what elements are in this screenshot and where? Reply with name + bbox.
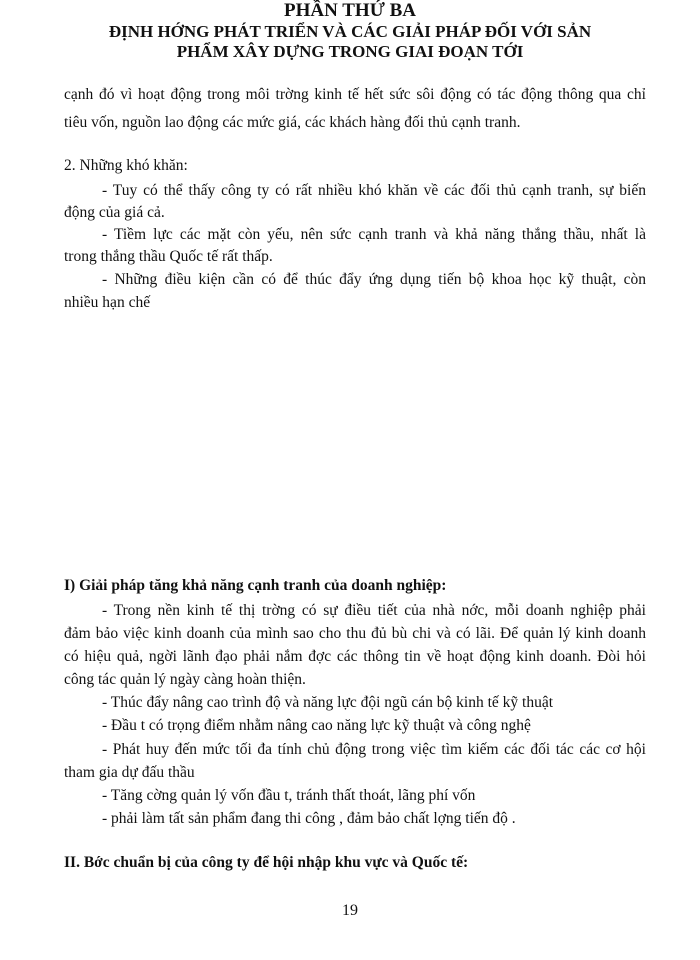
difficulties-heading: 2. Những khó khăn: [64, 157, 188, 174]
part-subtitle-line-1: ĐỊNH HỚNG PHÁT TRIỂN VÀ CÁC GIẢI PHÁP ĐỐI VỚI SẢN [108, 22, 592, 41]
bullet-3-line-1: - Phát huy đến mức tối đa tính chủ động trong việc tìm kiếm các đối tác các cơ hội [102, 741, 646, 758]
part-subtitle-line-2: PHẨM XÂY DỰNG TRONG GIAI ĐOẠN TỚI [176, 42, 524, 61]
difficulty-2-line-2: trong thắng thầu Quốc tế rất thấp. [64, 248, 273, 265]
intro-line-2: tiêu vốn, nguồn lao động các mức giá, các khách hàng đối thủ cạnh tranh. [64, 114, 521, 131]
section-2-heading: II. Bớc chuẩn bị của công ty để hội nhập khu vực và Quốc tế: [64, 854, 469, 871]
difficulty-3-line-1: - Những điều kiện cần có để thúc đẩy ứng dụng tiến bộ khoa học kỹ thuật, còn [102, 271, 646, 288]
section-1-paragraph-line-3: có hiệu quả, ngời lãnh đạo phải nắm đợc các thông tin về hoạt động kinh doanh. Đòi hỏi [64, 648, 646, 665]
bullet-3-line-2: tham gia dự đấu thầu [64, 764, 195, 781]
bullet-1: - Thúc đẩy nâng cao trình độ và năng lực đội ngũ cán bộ kinh tế kỹ thuật [102, 694, 554, 711]
difficulty-1-line-1: - Tuy có thể thấy công ty có rất nhiều khó khăn về các đối thủ cạnh tranh, sự biến [102, 182, 646, 199]
difficulty-2-line-1: - Tiềm lực các mặt còn yếu, nên sức cạnh tranh và khả năng thắng thầu, nhất là [102, 226, 646, 243]
difficulty-3-line-2: nhiều hạn chế [64, 294, 151, 311]
bullet-2: - Đầu t có trọng điểm nhằm nâng cao năng lực kỹ thuật và công nghệ [102, 717, 531, 734]
part-title: PHẦN THỨ BA [284, 0, 416, 21]
section-1-paragraph-line-1: - Trong nền kinh tế thị trờng có sự điều tiết của nhà nớc, mỗi doanh nghiệp phải [102, 602, 646, 619]
bullet-5: - phải làm tất sản phẩm đang thi công , đảm bảo chất lợng tiến độ . [102, 810, 516, 827]
section-1-paragraph-line-4: công tác quản lý ngày càng hoàn thiện. [64, 671, 306, 688]
difficulty-1-line-2: động của giá cả. [64, 204, 165, 221]
section-1-paragraph-line-2: đảm bảo việc kinh doanh của mình sao cho thu đủ bù chi và có lãi. Để quản lý kinh doanh [64, 625, 646, 642]
page-number: 19 [342, 902, 358, 919]
section-1-heading: I) Giải pháp tăng khả năng cạnh tranh của doanh nghiệp: [64, 577, 447, 594]
intro-line-1: cạnh đó vì hoạt động trong môi trờng kinh tế hết sức sôi động có tác động thông qua chỉ [64, 86, 646, 103]
bullet-4: - Tăng cờng quản lý vốn đầu t, tránh thất thoát, lãng phí vốn [102, 787, 476, 804]
